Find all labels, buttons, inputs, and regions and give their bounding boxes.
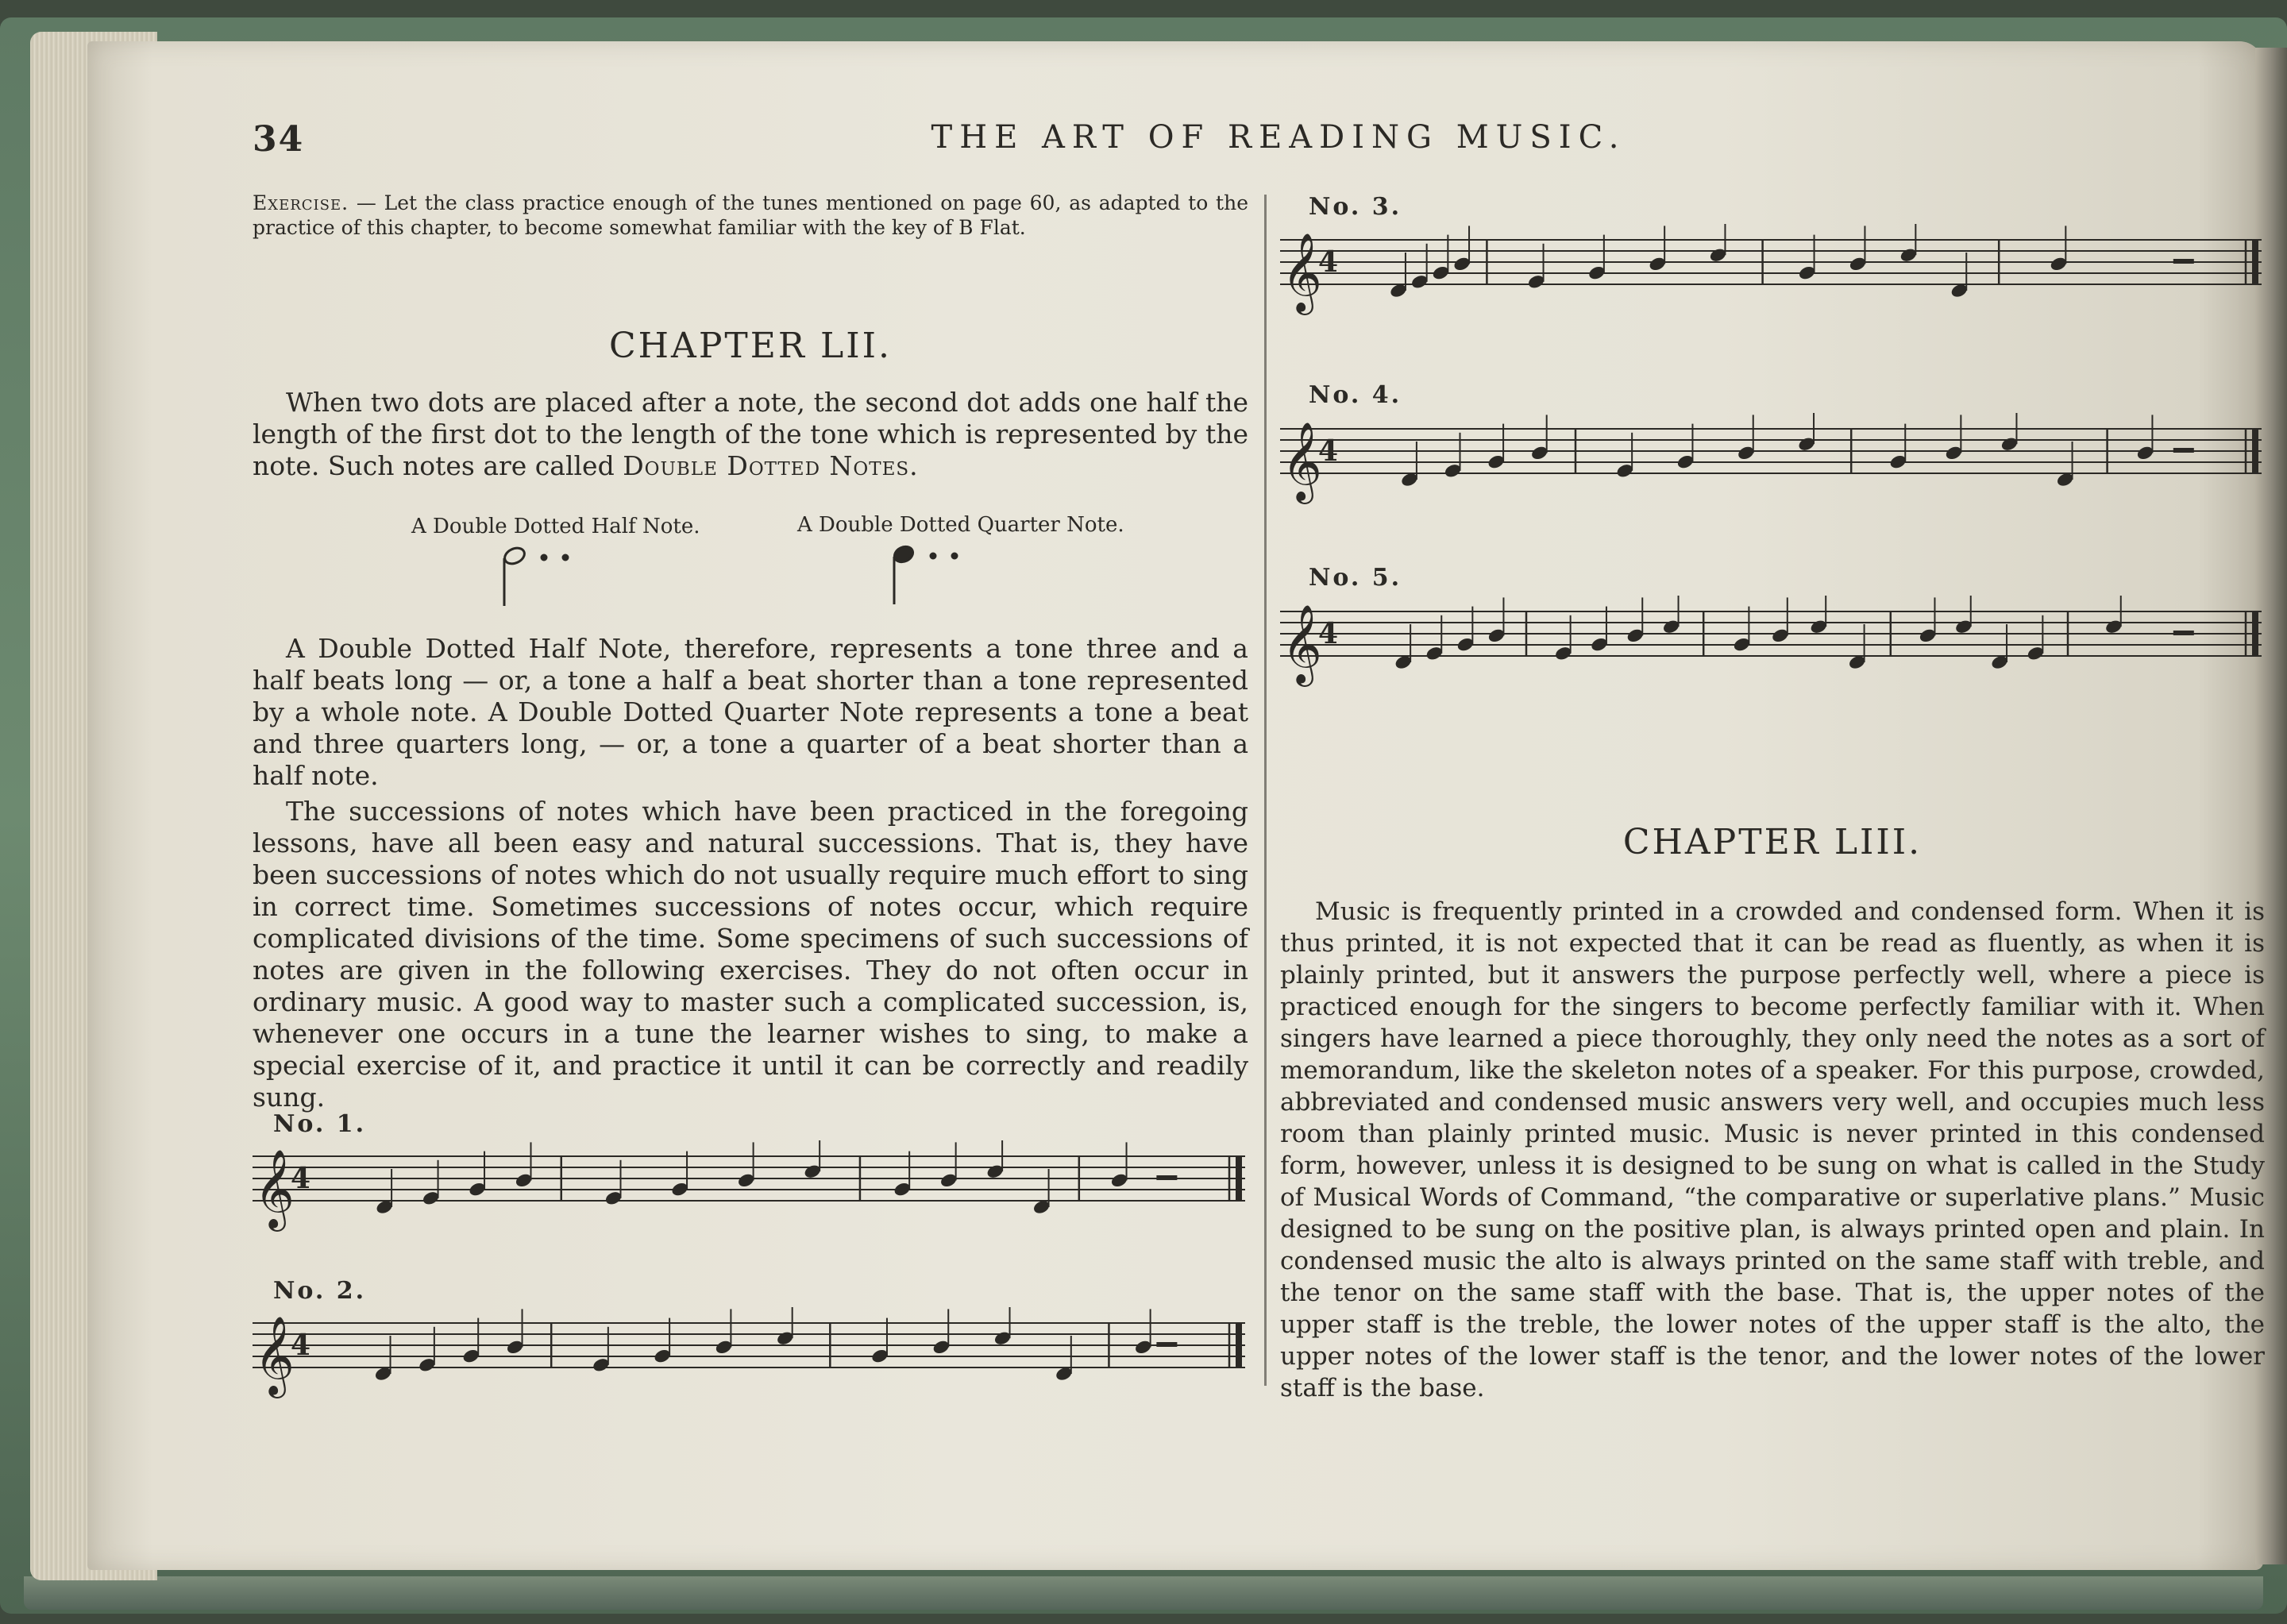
exercise-note [253,191,1248,240]
time-signature: 4 [291,1329,311,1362]
page-number: 34 [253,119,305,160]
double-dotted-quarter-note-glyph [892,544,957,604]
exercise-label: Exercise. [253,191,349,214]
treble-clef-icon: 𝄞 [1282,422,1322,501]
music-staff-4 [1280,413,2265,524]
chapter-lii-title: CHAPTER LII. [609,326,892,366]
successions-text: The successions of notes which have been practiced in the foregoing lessons, have all been easy and natural successions. That is, they have been successions of notes which do not usually require much effort to sing in correct time. Sometimes successions of notes occur, which require complicated divisions of the time. Some specimens of such successions of notes are given in the following exercises. They do not often occur in ordinary music. A good way to master such a complicated succession, is, whenever one occurs in a tune the learner wishes to sing, to make a special exercise of it, and practice it until it can be correctly and readily sung. [253,796,1248,1113]
condensed-music-text: Music is frequently printed in a crowded and condensed form. When it is thus printed, it is not expected that it can be read as fluently, as when it is plainly printed, but it answers the purpose perfectly well, where a piece is practiced enough for the singers to become perfectly familiar with it. When singers have learned a piece thoroughly, they only need the notes as a sort of memorandum, like the skeleton notes of a speaker. For this purpose, crowded, abbreviated and condensed music answers very well, and occupies much less room than plainly printed music. Music is never printed in this condensed form, however, unless it is designed to be sung on what is called in the Study of Musical Words of Command, “the comparative or superlative plans.” Music designed to be sung on the positive plan, is always printed open and plain. In condensed music the alto is always printed on the same staff with treble, and the tenor on the same staff with the base. That is, the upper notes of the upper staff is the treble, the lower notes of the upper staff is the alto, the upper notes of the lower staff is the tenor, and the lower notes of the lower staff is the base. [1280,897,2265,1402]
time-signature: 4 [1318,245,1339,279]
treble-clef-icon: 𝄞 [254,1149,295,1229]
figure-label-quarter: A Double Dotted Quarter Note. [797,513,1124,537]
music-staff-5 [1280,596,2265,707]
example-label-3: No. 3. [1309,193,1402,221]
double-dotted-paragraph [253,387,1248,482]
example-label-4: No. 4. [1309,381,1402,409]
example-label-1: No. 1. [273,1110,367,1138]
treble-clef-icon: 𝄞 [1282,604,1322,684]
figure-label-half: A Double Dotted Half Note. [411,515,700,538]
half-rest [2173,259,2194,264]
time-signature: 4 [1318,434,1339,468]
staff-svg [253,1140,1248,1236]
half-note-paragraph [253,633,1248,792]
staff-svg [1280,224,2265,335]
time-signature: 4 [291,1162,311,1195]
staff-svg [253,1307,1248,1402]
exercise-text: — Let the class practice enough of the tunes mentioned on page 60, as adapted to the practice of this chapter, to become somewhat familiar with the key of B Flat. [253,191,1248,239]
treble-clef-icon: 𝄞 [1282,233,1322,312]
half-rest [2173,631,2194,635]
double-dotted-figure [253,515,1248,610]
music-staff-3 [1280,224,2265,335]
treble-clef-icon: 𝄞 [254,1316,295,1395]
music-staff-2 [253,1307,1248,1402]
time-signature: 4 [1318,617,1339,650]
book-cover-bottom-edge [24,1576,2263,1610]
condensed-music-paragraph [1280,896,2265,1404]
staff-svg [1280,596,2265,707]
staff-svg [1280,413,2265,524]
half-note-text: A Double Dotted Half Note, therefore, represents a tone three and a half beats long — or, a tone a half a beat shorter than a tone represented by a whole note. A Double Dotted Quarter Note represents a tone a beat and three quarters long, — or, a tone a quarter of a beat shorter than a half note. [253,633,1248,791]
column-divider [1264,195,1267,1386]
successions-paragraph [253,796,1248,1113]
double-dotted-term: Double Dotted Notes. [623,450,919,481]
half-rest [1156,1175,1177,1180]
example-label-5: No. 5. [1309,564,1402,592]
double-dotted-text: When two dots are placed after a note, the second dot adds one half the length of the first dot to the length of the tone which is represented by the note. Such notes are called [253,387,1248,481]
music-staff-1 [253,1140,1248,1236]
half-rest [2173,448,2194,453]
double-dotted-notes-svg [253,515,1248,610]
example-label-2: No. 2. [273,1277,367,1305]
double-dotted-half-note-glyph [502,545,568,606]
half-rest [1156,1342,1177,1347]
chapter-liii-title: CHAPTER LIII. [1622,822,1923,862]
running-head: THE ART OF READING MUSIC. [931,119,1626,156]
